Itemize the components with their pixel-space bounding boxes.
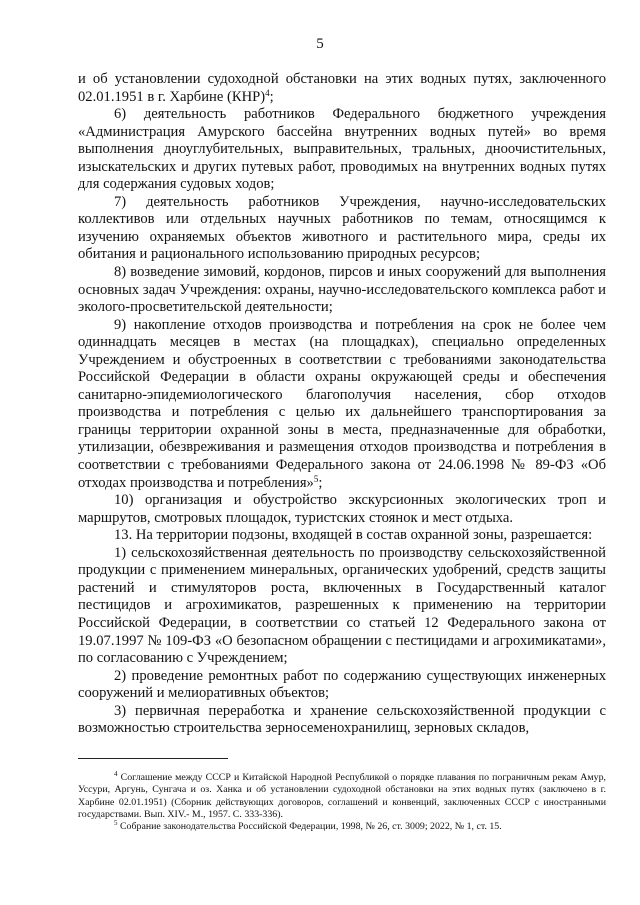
paragraph: 13. На территории подзоны, входящей в состав охранной зоны, разрешается: <box>114 527 593 544</box>
paragraph: 1) сельскохозяйственная деятельность по производству сельскохозяйственной продукции с применением минеральных, органических удобрений, средств защиты растений и стимуляторов роста, включенных в Государственный каталог пестицидов и агрохимикатов, разрешенных к применению на территории Российской Федерации, в соответствии со статьей 12 Федерального закона от 19.07.1997 № 109-ФЗ «О безопасном обращении с пестицидами и агрохимикатами», по согласованию с Учреждением; <box>78 544 606 667</box>
paragraph: 8) возведение зимовий, кордонов, пирсов и иных сооружений для выполнения основных задач Учреждения: охраны, научно-исследовательского комплекса работ и эколого-просветительской деятельности; <box>78 264 606 316</box>
paragraph: 6) деятельность работников Федерального бюджетного учреждения «Администрация Амурского бассейна внутренних водных путей» во время выполнения дноуглубительных, выправительных, тральных, дноочистительных, изыскательских и других путевых работ, проводимых на внутренних водных путях для содержания судовых ходов; <box>78 106 606 193</box>
document-body <box>78 71 606 738</box>
paragraph: 3) первичная переработка и хранение сельскохозяйственной продукции с возможностью строительства зерносеменохранилищ, зерновых складов, <box>78 702 606 737</box>
footnotes <box>78 772 606 833</box>
footnote: $^4$ Соглашение между СССР и Китайской Народной Республикой о порядке плавания по пограничным рекам Амур, Уссури, Аргунь, Сунгача и оз. Ханка и об установлении судоходной обстановки на этих водных путях (заключено в г. Харбине 02.01.1951) (Сборник действующих договоров, соглашений и конвенций, заключенных СССР с иностранными государствами. Вып. XIV.- М., 1957. С. 333-336). <box>78 770 607 820</box>
page-number: 5 <box>316 36 324 52</box>
paragraph: 2) проведение ремонтных работ по содержанию существующих инженерных сооружений и мелиоративных объектов; <box>78 667 606 702</box>
paragraph: 9) накопление отходов производства и потребления на срок не более чем одиннадцать месяцев в местах (на площадках), специально определенных Учреждением и обустроенных в соответствии с требованиями законодательства Российской Федерации в области охраны окружающей среды и обеспечения санитарно-эпидемиологического благополучия населения, сбор отходов производства и потребления с целью их дальнейшего транспортирования за границы территории охранной зоны в места, предназначенные для обработки, утилизации, обезвреживания и размещения отходов производства и потребления в соответствии с требованиями Федерального закона от 24.06.1998 № 89-ФЗ «Об отходах производства и потребления»$^5$; <box>78 316 606 491</box>
footnote-ref: 4 <box>265 87 270 98</box>
footnote-divider <box>78 758 228 759</box>
paragraph: и об установлении судоходной обстановки на этих водных путях, заключенного 02.01.1951 в г. Харбине (КНР)$^4$; <box>78 71 606 105</box>
paragraph: 10) организация и обустройство экскурсионных экологических троп и маршрутов, смотровых площадок, туристских стоянок и мест отдыха. <box>78 492 606 526</box>
paragraph: 7) деятельность работников Учреждения, научно-исследовательских коллективов или отдельных научных работников по темам, относящимся к изучению охраняемых объектов животного и растительного мира, среды их обитания и рационального использованию природных ресурсов; <box>78 193 606 263</box>
footnote: $^5$ Собрание законодательства Российской Федерации, 1998, № 26, ст. 3009; 2022, № 1, ст. 15. <box>114 819 502 833</box>
footnote-ref: 5 <box>313 473 319 484</box>
